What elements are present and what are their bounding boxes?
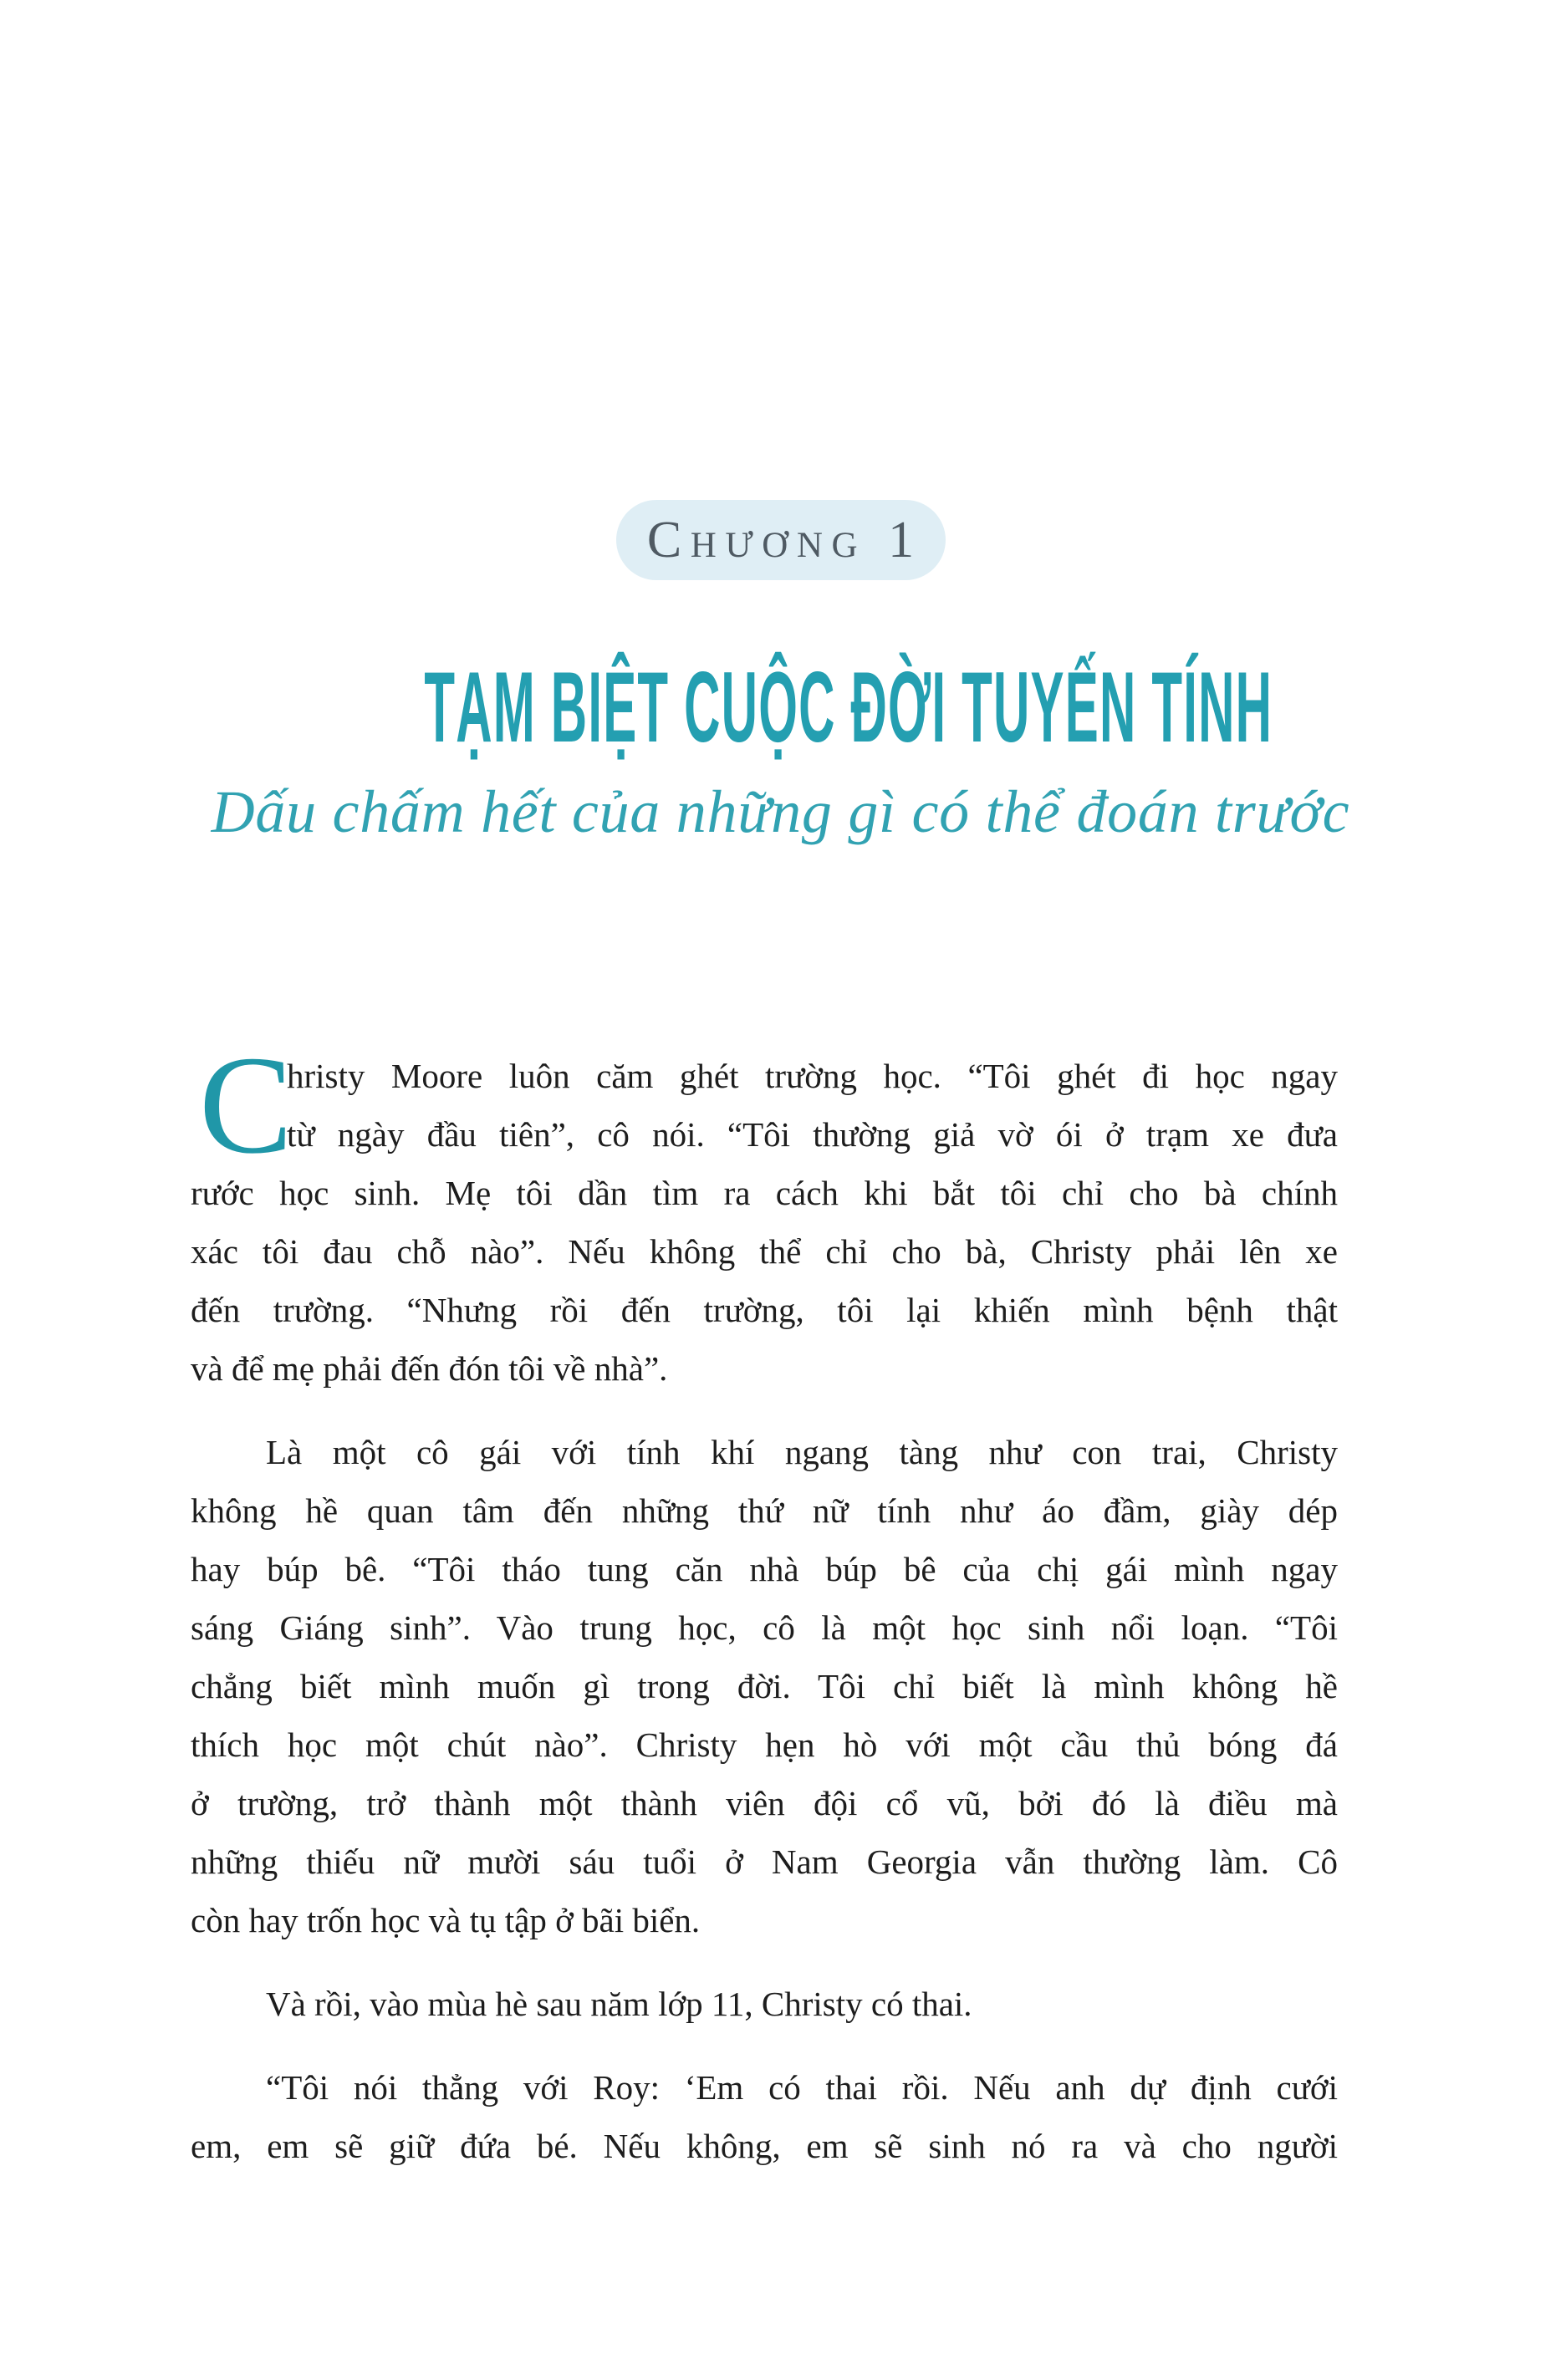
text-line: chẳng biết mình muốn gì trong đời. Tôi chỉ biết là mình không hề bbox=[191, 1667, 1338, 1705]
text-line: em, em sẽ giữ đứa bé. Nếu không, em sẽ sinh nó ra và cho người bbox=[191, 2127, 1338, 2165]
body-text bbox=[191, 1027, 1338, 2175]
text-line: ở trường, trở thành một thành viên đội cổ vũ, bởi đó là điều mà bbox=[191, 1784, 1338, 1822]
text-line: “Tôi nói thẳng với Roy: ‘Em có thai rồi. Nếu anh dự định cưới bbox=[266, 2068, 1338, 2107]
text-line: Là một cô gái với tính khí ngang tàng như con trai, Christy bbox=[266, 1433, 1338, 1471]
paragraph bbox=[191, 1975, 1338, 2033]
chapter-badge-label: Chương 1 bbox=[646, 512, 923, 568]
text-line: sáng Giáng sinh”. Vào trung học, cô là một học sinh nổi loạn. “Tôi bbox=[191, 1608, 1338, 1647]
text-line: Và rồi, vào mùa hè sau năm lớp 11, Christy có thai. bbox=[266, 1985, 972, 2023]
text-line: còn hay trốn học và tụ tập ở bãi biển. bbox=[191, 1901, 701, 1939]
paragraph bbox=[191, 2058, 1338, 2175]
text-line: và để mẹ phải đến đón tôi về nhà”. bbox=[191, 1349, 668, 1388]
paragraph bbox=[191, 1423, 1338, 1949]
drop-cap: C bbox=[199, 1027, 293, 1183]
text-line: xác tôi đau chỗ nào”. Nếu không thể chỉ cho bà, Christy phải lên xe bbox=[191, 1232, 1338, 1271]
paragraph bbox=[191, 1027, 1338, 1398]
text-line: từ ngày đầu tiên”, cô nói. “Tôi thường giả vờ ói ở trạm xe đưa bbox=[287, 1115, 1338, 1154]
text-line: hristy Moore luôn căm ghét trường học. “Tôi ghét đi học ngay bbox=[287, 1057, 1338, 1095]
text-line: đến trường. “Nhưng rồi đến trường, tôi lại khiến mình bệnh thật bbox=[191, 1291, 1338, 1329]
text-line: thích học một chút nào”. Christy hẹn hò với một cầu thủ bóng đá bbox=[191, 1725, 1338, 1764]
chapter-subtitle: Dấu chấm hết của những gì có thể đoán trước bbox=[211, 778, 1350, 845]
text-line: hay búp bê. “Tôi tháo tung căn nhà búp bê của chị gái mình ngay bbox=[191, 1550, 1338, 1588]
chapter-title bbox=[0, 652, 1561, 762]
text-line: rước học sinh. Mẹ tôi dần tìm ra cách khi bắt tôi chỉ cho bà chính bbox=[191, 1174, 1338, 1212]
chapter-title-text: TẠM BIỆT CUỘC ĐỜI TUYẾN TÍNH bbox=[424, 651, 1273, 763]
chapter-badge bbox=[616, 500, 946, 580]
text-line: không hề quan tâm đến những thứ nữ tính như áo đầm, giày dép bbox=[191, 1491, 1338, 1530]
text-line: những thiếu nữ mười sáu tuổi ở Nam Georgia vẫn thường làm. Cô bbox=[191, 1842, 1338, 1881]
